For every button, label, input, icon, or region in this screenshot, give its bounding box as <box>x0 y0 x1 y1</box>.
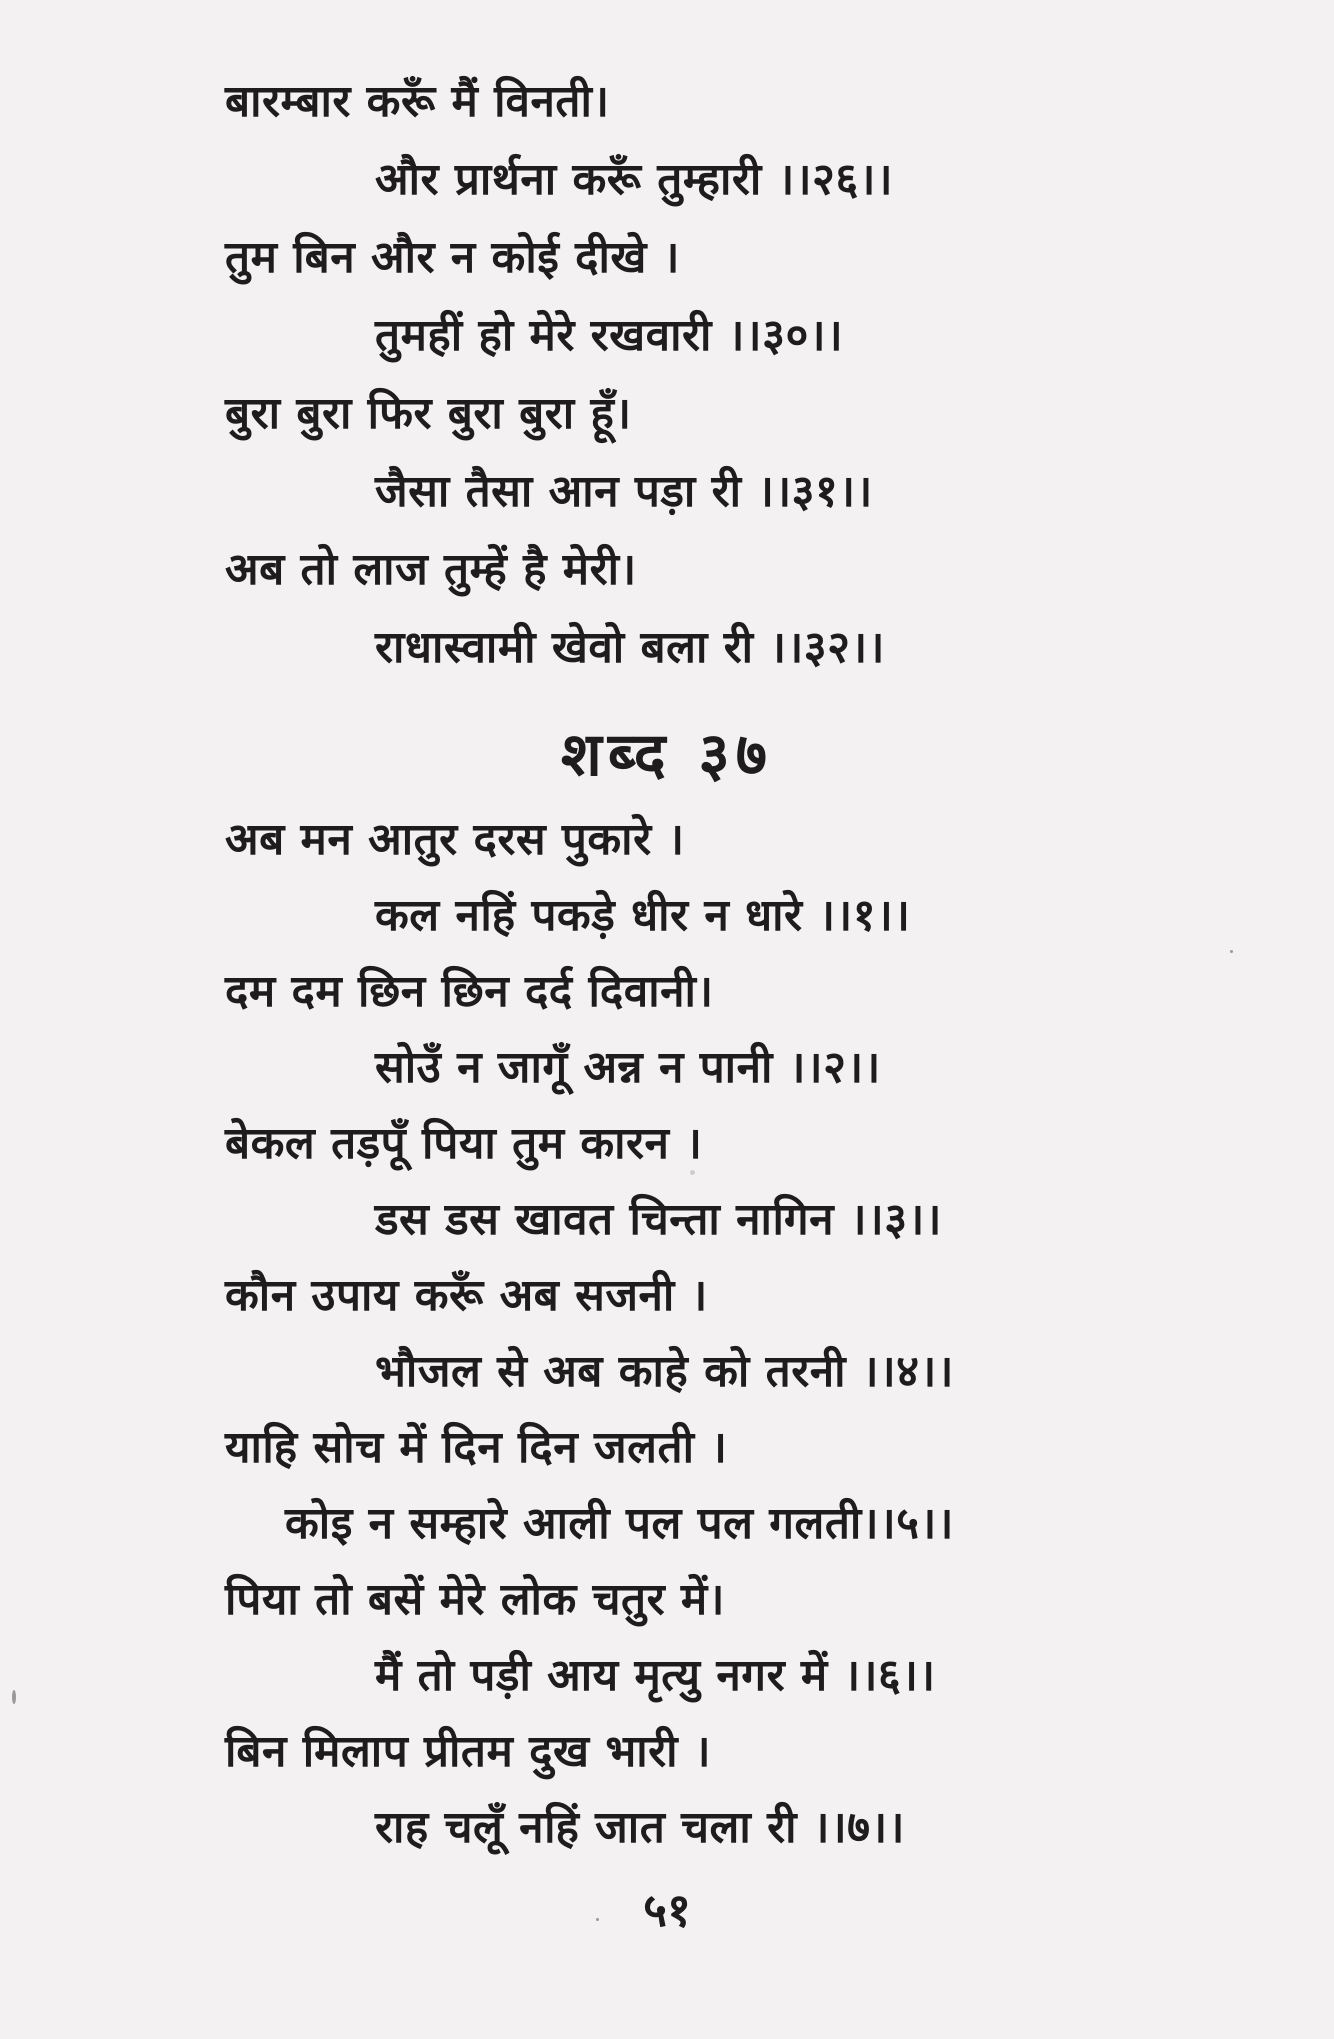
verse-line-refrain: राह चलूँ नहिं जात चला री ।।७।। <box>375 1802 905 1853</box>
verse-line-refrain: भौजल से अब काहे को तरनी ।।४।। <box>375 1346 954 1397</box>
section-heading: शब्द ३७ <box>561 720 773 790</box>
verse-line-refrain: मैं तो पड़ी आय मृत्यु नगर में ।।६।। <box>375 1650 936 1701</box>
verse-line: पिया तो बसें मेरे लोक चतुर में। <box>225 1574 725 1625</box>
verse-line: अब तो लाज तुम्हें है मेरी। <box>225 544 637 595</box>
verse-line-refrain: कोइ न सम्हारे आली पल पल गलती।।५।। <box>285 1498 954 1549</box>
verse-line-refrain: तुमहीं हो मेरे रखवारी ।।३०।। <box>375 310 844 361</box>
paper-speck <box>690 1170 695 1175</box>
paper-speck <box>12 1690 16 1704</box>
verse-line-refrain: सोउँ न जागूँ अन्न न पानी ।।२।। <box>375 1042 881 1093</box>
verse-line: बुरा बुरा फिर बुरा बुरा हूँ। <box>225 388 632 439</box>
page-number: ५१ <box>643 1883 691 1937</box>
verse-line-refrain: और प्रार्थना करूँ तुम्हारी ।।२६।। <box>375 154 894 205</box>
verse-line-refrain: जैसा तैसा आन पड़ा री ।।३१।। <box>375 466 873 517</box>
verse-line-refrain: कल नहिं पकड़े धीर न धारे ।।१।। <box>375 890 911 941</box>
verse-line-refrain: राधास्वामी खेवो बला री ।।३२।। <box>375 622 885 673</box>
verse-line: दम दम छिन छिन दर्द दिवानी। <box>225 966 714 1017</box>
verse-line: तुम बिन और न कोई दीखे । <box>225 232 680 283</box>
verse-line: बारम्बार करूँ मैं विनती। <box>225 76 610 127</box>
verse-line: याहि सोच में दिन दिन जलती । <box>225 1422 728 1473</box>
verse-line: कौन उपाय करूँ अब सजनी । <box>225 1270 708 1321</box>
verse-line-refrain: डस डस खावत चिन्ता नागिन ।।३।। <box>375 1194 942 1245</box>
verse-line: अब मन आतुर दरस पुकारे । <box>225 814 685 865</box>
verse-line: बेकल तड़पूँ पिया तुम कारन । <box>225 1118 703 1169</box>
paper-speck <box>596 1918 599 1921</box>
verse-line: बिन मिलाप प्रीतम दुख भारी । <box>225 1726 712 1777</box>
paper-speck <box>1230 950 1233 953</box>
